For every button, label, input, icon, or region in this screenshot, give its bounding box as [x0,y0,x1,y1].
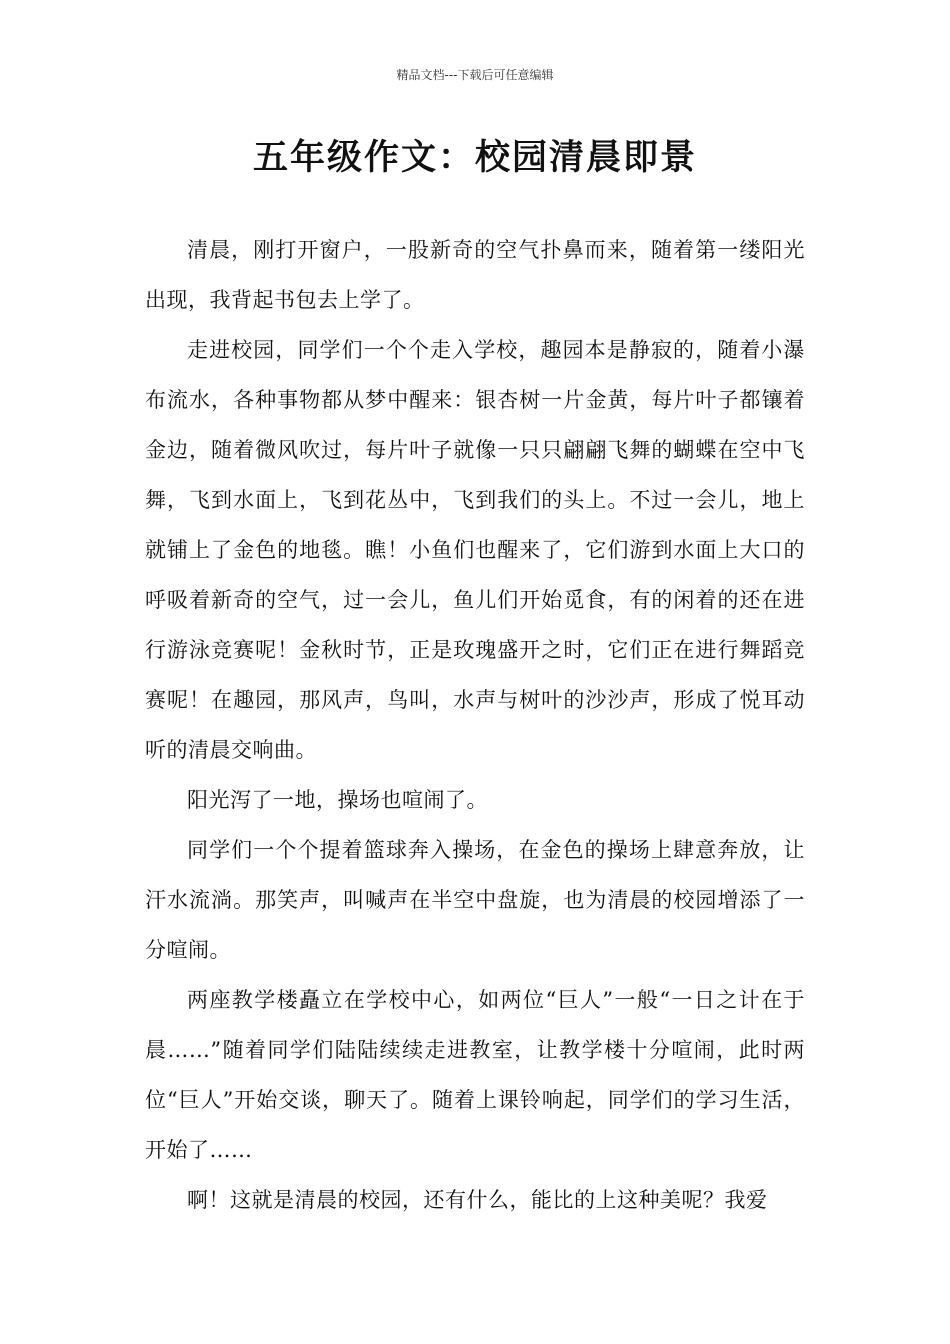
essay-title: 五年级作文：校园清晨即景 [252,138,697,178]
paragraph-4: 同学们一个个提着篮球奔入操场，在金色的操场上肆意奔放，让汗水流淌。那笑声，叫喊声在半空中盘旋，也为清晨的校园增添了一分喧闹。 [145,838,805,962]
paragraph-6: 啊！这就是清晨的校园，还有什么，能比的上这种美呢？我爱 [187,1188,768,1212]
paragraph-2: 走进校园，同学们一个个走入学校，趣园本是静寂的，随着小瀑布流水，各种事物都从梦中醒来：银杏树一片金黄，每片叶子都镶着金边，随着微风吹过，每片叶子就像一只只翩翩飞舞的蝴蝶在空中飞舞，飞到水面上，飞到花丛中，飞到我们的头上。不过一会儿，地上就铺上了金色的地毯。瞧！小鱼们也醒来了，它们游到水面上大口的呼吸着新奇的空气，过一会儿，鱼儿们开始觅食，有的闲着的还在进行游泳竞赛呢！金秋时节，正是玫瑰盛开之时，它们正在进行舞蹈竞赛呢！在趣园，那风声，鸟叫，水声与树叶的沙沙声，形成了悦耳动听的清晨交响曲。 [145,338,805,762]
paragraph-5: 两座教学楼矗立在学校中心，如两位“巨人”一般“一日之计在于晨……”随着同学们陆陆续续走进教室，让教学楼十分喧闹，此时两位“巨人”开始交谈，聊天了。随着上课铃响起，同学们的学习生活，开始了…… [145,988,805,1162]
paragraph-3: 阳光泻了一地，操场也喧闹了。 [187,788,488,812]
page-header: 精品文档---下载后可任意编辑 [396,68,554,82]
paragraph-1: 清晨，刚打开窗户，一股新奇的空气扑鼻而来，随着第一缕阳光出现，我背起书包去上学了。 [145,238,805,312]
essay-body [145,225,805,1225]
